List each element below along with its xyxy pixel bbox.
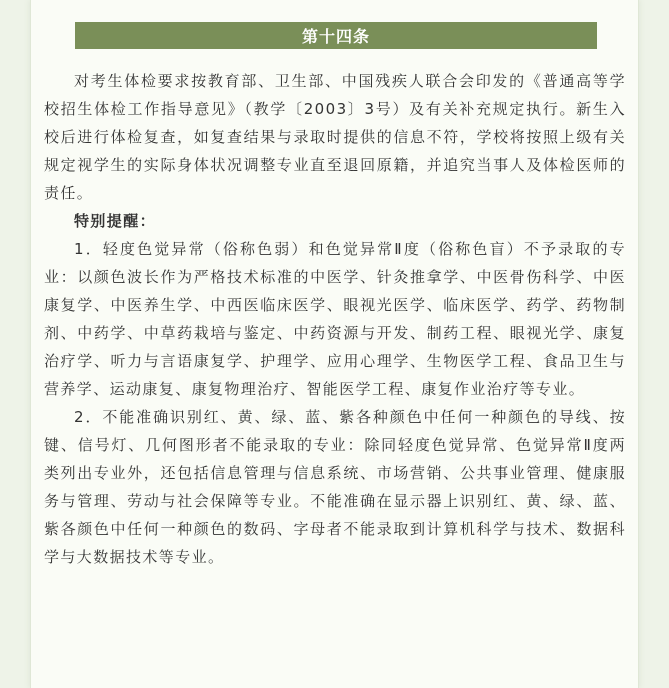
article-page — [30, 0, 639, 688]
article-title: 第十四条 — [75, 22, 597, 49]
article-body — [44, 67, 626, 571]
intro-paragraph: 对考生体检要求按教育部、卫生部、中国残疾人联合会印发的《普通高等学校招生体检工作指导意见》（教学〔2003〕3号）及有关补充规定执行。新生入校后进行体检复查，如复查结果与录取时提供的信息不符，学校将按照上级有关规定视学生的实际身体状况调整专业直至退回原籍，并追究当事人及体检医师的责任。 — [44, 72, 626, 202]
reminder-item-2: 2．不能准确识别红、黄、绿、蓝、紫各种颜色中任何一种颜色的导线、按键、信号灯、几何图形者不能录取的专业：除同轻度色觉异常、色觉异常Ⅱ度两类列出专业外，还包括信息管理与信息系统、市场营销、公共事业管理、健康服务与管理、劳动与社会保障等专业。不能准确在显示器上识别红、黄、绿、蓝、紫各颜色中任何一种颜色的数码、字母者不能录取到计算机科学与技术、数据科学与大数据技术等专业。 — [44, 408, 626, 566]
reminder-item-1: 1．轻度色觉异常（俗称色弱）和色觉异常Ⅱ度（俗称色盲）不予录取的专业：以颜色波长作为严格技术标准的中医学、针灸推拿学、中医骨伤科学、中医康复学、中医养生学、中西医临床医学、眼视光医学、临床医学、药学、药物制剂、中药学、中草药栽培与鉴定、中药资源与开发、制药工程、眼视光学、康复治疗学、听力与言语康复学、护理学、应用心理学、生物医学工程、食品卫生与营养学、运动康复、康复物理治疗、智能医学工程、康复作业治疗等专业。 — [44, 240, 626, 398]
reminder-heading: 特别提醒： — [74, 212, 157, 230]
